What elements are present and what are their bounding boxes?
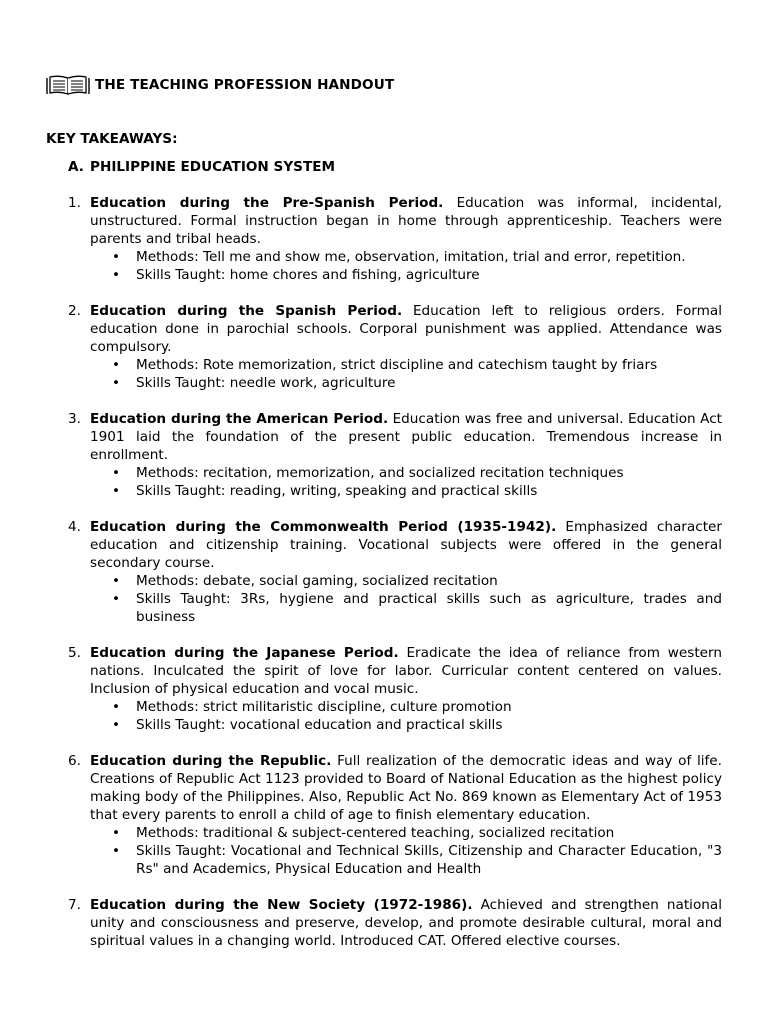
item-number: 1. bbox=[68, 195, 81, 211]
document-header bbox=[45, 74, 394, 96]
bullet-icon: • bbox=[112, 375, 121, 391]
bullet-text: Methods: Tell me and show me, observation, imitation, trial and error, repetition. bbox=[136, 249, 686, 265]
item-text: Education was free and universal. Education Act 1901 laid the foundation of the present public education. Tremendous increase in enrollment. bbox=[90, 411, 722, 463]
bullet-text: Skills Taught: needle work, agriculture bbox=[136, 375, 396, 391]
bullet-icon: • bbox=[112, 465, 121, 481]
item-heading: Education during the Commonwealth Period (1935-1942). bbox=[90, 519, 557, 535]
bullet-item bbox=[90, 374, 722, 392]
item-number: 6. bbox=[68, 753, 81, 769]
bullet-text: Methods: Rote memorization, strict discipline and catechism taught by friars bbox=[136, 357, 658, 373]
list-item bbox=[68, 302, 722, 392]
item-text: Full realization of the democratic ideas and way of life. Creations of Republic Act 1123 provided to Board of National Education as the highest policy making body of the Philippines. Also, Republic Act No. 869 known as Elementary Act of 1953 that every parents to enroll a child of age to finish elementary education. bbox=[90, 753, 722, 823]
section-heading bbox=[68, 158, 335, 176]
bullet-text: Skills Taught: home chores and fishing, agriculture bbox=[136, 267, 480, 283]
item-text: Education was informal, incidental, unstructured. Formal instruction began in home through apprenticeship. Teachers were parents and tribal heads. bbox=[90, 195, 723, 247]
period-list bbox=[68, 194, 722, 968]
list-item bbox=[68, 644, 722, 734]
bullet-item bbox=[90, 464, 722, 482]
bullet-list bbox=[90, 248, 722, 284]
bullet-text: Skills Taught: vocational education and practical skills bbox=[136, 717, 503, 733]
bullet-list bbox=[90, 824, 722, 878]
bullet-icon: • bbox=[112, 573, 121, 589]
bullet-item bbox=[90, 266, 722, 284]
item-text: Emphasized character education and citizenship training. Vocational subjects were offered in the general secondary course. bbox=[90, 519, 722, 571]
bullet-item bbox=[90, 482, 722, 500]
bullet-icon: • bbox=[112, 699, 121, 715]
bullet-icon: • bbox=[112, 843, 121, 859]
list-item bbox=[68, 518, 722, 626]
item-paragraph bbox=[90, 644, 722, 698]
item-paragraph bbox=[90, 518, 722, 572]
section-title: PHILIPPINE EDUCATION SYSTEM bbox=[90, 159, 336, 175]
item-number: 3. bbox=[68, 411, 81, 427]
bullet-item bbox=[90, 590, 722, 626]
key-takeaways-heading: KEY TAKEAWAYS: bbox=[46, 131, 178, 147]
bullet-text: Methods: recitation, memorization, and socialized recitation techniques bbox=[136, 465, 624, 481]
bullet-item bbox=[90, 716, 722, 734]
bullet-icon: • bbox=[112, 249, 121, 265]
bullet-list bbox=[90, 572, 722, 626]
item-paragraph bbox=[90, 752, 722, 824]
bullet-list bbox=[90, 698, 722, 734]
bullet-item bbox=[90, 698, 722, 716]
item-paragraph bbox=[90, 194, 722, 248]
item-number: 5. bbox=[68, 645, 81, 661]
document-title: THE TEACHING PROFESSION HANDOUT bbox=[95, 77, 395, 93]
bullet-list bbox=[90, 464, 722, 500]
bullet-text: Methods: strict militaristic discipline, culture promotion bbox=[136, 699, 512, 715]
item-paragraph bbox=[90, 896, 722, 950]
bullet-text: Skills Taught: Vocational and Technical Skills, Citizenship and Character Education, "3 Rs" and Academics, Physical Education and Health bbox=[136, 843, 722, 877]
bullet-icon: • bbox=[112, 591, 121, 607]
section-letter: A. bbox=[68, 159, 84, 175]
item-number: 4. bbox=[68, 519, 81, 535]
bullet-item bbox=[90, 824, 722, 842]
bullet-item bbox=[90, 356, 722, 374]
bullet-text: Methods: traditional & subject-centered teaching, socialized recitation bbox=[136, 825, 615, 841]
bullet-text: Skills Taught: 3Rs, hygiene and practical skills such as agriculture, trades and business bbox=[136, 591, 722, 625]
item-heading: Education during the Spanish Period. bbox=[90, 303, 403, 319]
bullet-list bbox=[90, 356, 722, 392]
list-item bbox=[68, 194, 722, 284]
list-item bbox=[68, 896, 722, 950]
item-paragraph bbox=[90, 410, 722, 464]
bullet-icon: • bbox=[112, 825, 121, 841]
item-heading: Education during the American Period. bbox=[90, 411, 389, 427]
list-item bbox=[68, 752, 722, 878]
item-heading: Education during the Republic. bbox=[90, 753, 332, 769]
bullet-icon: • bbox=[112, 357, 121, 373]
bullet-item bbox=[90, 572, 722, 590]
bullet-icon: • bbox=[112, 483, 121, 499]
bullet-item bbox=[90, 248, 722, 266]
item-number: 7. bbox=[68, 897, 81, 913]
item-text: Education left to religious orders. Formal education done in parochial schools. Corporal punishment was applied. Attendance was compulsory. bbox=[90, 303, 722, 355]
bullet-icon: • bbox=[112, 267, 121, 283]
item-paragraph bbox=[90, 302, 722, 356]
item-heading: Education during the Pre-Spanish Period. bbox=[90, 195, 444, 211]
open-book-icon bbox=[45, 74, 91, 96]
item-heading: Education during the New Society (1972-1986). bbox=[90, 897, 473, 913]
list-item bbox=[68, 410, 722, 500]
item-text: Eradicate the idea of reliance from western nations. Inculcated the spirit of love for labor. Curricular content centered on values. Inclusion of physical education and vocal music. bbox=[90, 645, 722, 697]
item-text: Achieved and strengthen national unity and consciousness and preserve, develop, and promote desirable cultural, moral and spiritual values in a changing world. Introduced CAT. Offered elective courses. bbox=[90, 897, 723, 949]
item-heading: Education during the Japanese Period. bbox=[90, 645, 399, 661]
bullet-text: Skills Taught: reading, writing, speaking and practical skills bbox=[136, 483, 538, 499]
item-number: 2. bbox=[68, 303, 81, 319]
bullet-item bbox=[90, 842, 722, 878]
bullet-icon: • bbox=[112, 717, 121, 733]
bullet-text: Methods: debate, social gaming, socialized recitation bbox=[136, 573, 498, 589]
